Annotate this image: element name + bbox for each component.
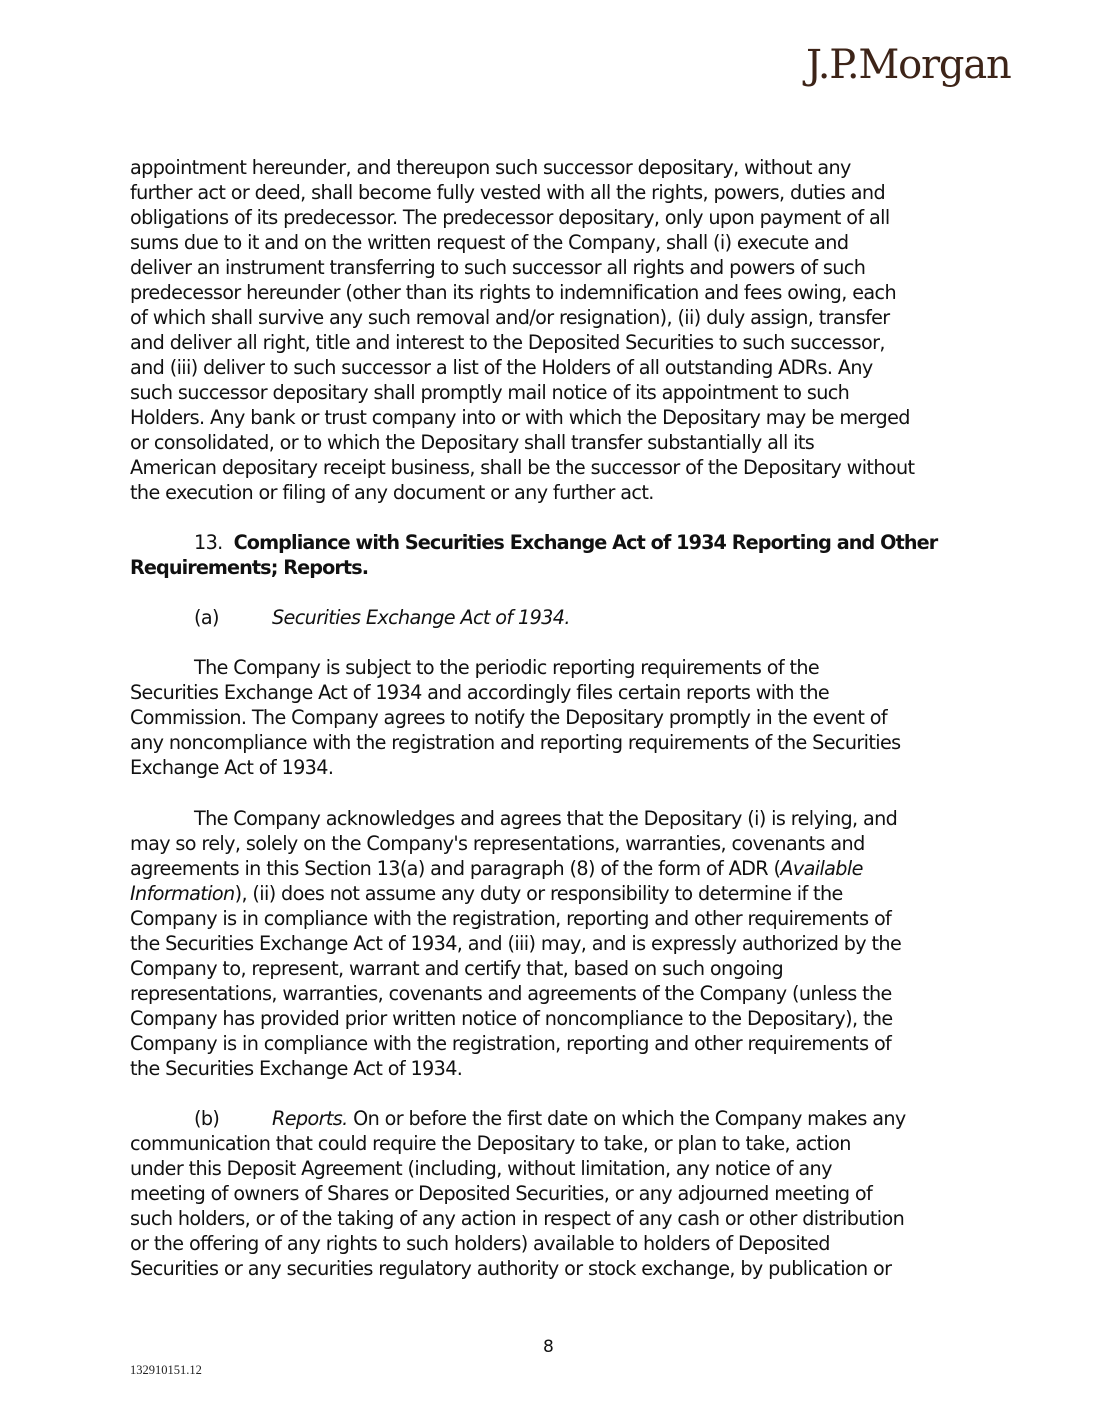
- text-line: may so rely, solely on the Company's representations, warranties, covenants and: [130, 832, 865, 855]
- text-line: of which shall survive any such removal and/or resignation), (ii) duly assign, transfer: [130, 306, 890, 329]
- text-span: On or before the first date on which the Company makes any: [347, 1107, 906, 1130]
- subsection-label: (a): [194, 606, 219, 629]
- text-line: Securities or any securities regulatory authority or stock exchange, by publication or: [130, 1257, 892, 1280]
- italic-term: Available: [780, 857, 863, 880]
- text-line: further act or deed, shall become fully vested with all the rights, powers, duties and: [130, 181, 886, 204]
- text-line: communication that could require the Depositary to take, or plan to take, action: [130, 1132, 851, 1155]
- text-line: Commission. The Company agrees to notify the Depositary promptly in the event of: [130, 706, 887, 729]
- heading-line: Requirements; Reports.: [130, 556, 369, 579]
- text-line: American depositary receipt business, shall be the successor of the Depositary without: [130, 456, 915, 479]
- text-line: Holders. Any bank or trust company into or with which the Depositary may be merged: [130, 406, 910, 429]
- jpmorgan-logo: J.P.Morgan: [806, 42, 1011, 88]
- text-line: under this Deposit Agreement (including, without limitation, any notice of any: [130, 1157, 832, 1180]
- text-line: such successor depositary shall promptly mail notice of its appointment to such: [130, 381, 850, 404]
- text-line: Company is in compliance with the registration, reporting and other requirements of: [130, 907, 892, 930]
- document-id: 132910151.12: [130, 1363, 202, 1377]
- text-line: the execution or filing of any document or any further act.: [130, 481, 654, 504]
- text-line: the Securities Exchange Act of 1934.: [130, 1057, 463, 1080]
- text-line: and deliver all right, title and interest to the Deposited Securities to such successor,: [130, 331, 885, 354]
- subsection-title: Securities Exchange Act of 1934.: [272, 606, 570, 629]
- text-line: Company has provided prior written notice of noncompliance to the Depositary), the: [130, 1007, 893, 1030]
- text-span: ), (ii) does not assume any duty or responsibility to determine if the: [234, 882, 843, 905]
- text-line: Securities Exchange Act of 1934 and accordingly files certain reports with the: [130, 681, 830, 704]
- text-line: [130, 881, 843, 906]
- heading-line: [194, 530, 937, 555]
- text-line: [194, 1106, 906, 1131]
- page-number: 8: [543, 1337, 554, 1357]
- subsection-a-heading: [194, 605, 570, 630]
- text-line: [130, 856, 863, 881]
- text-line: Company to, represent, warrant and certify that, based on such ongoing: [130, 957, 784, 980]
- section-number: 13.: [194, 531, 223, 554]
- text-line: representations, warranties, covenants and agreements of the Company (unless the: [130, 982, 892, 1005]
- text-line: or consolidated, or to which the Depositary shall transfer substantially all its: [130, 431, 815, 454]
- text-line: any noncompliance with the registration and reporting requirements of the Securities: [130, 731, 901, 754]
- text-line: Exchange Act of 1934.: [130, 756, 334, 779]
- italic-term: Information: [130, 882, 235, 905]
- text-line: predecessor hereunder (other than its rights to indemnification and fees owing, each: [130, 281, 896, 304]
- text-line: obligations of its predecessor. The predecessor depositary, only upon payment of all: [130, 206, 890, 229]
- text-line: Company is in compliance with the registration, reporting and other requirements of: [130, 1032, 892, 1055]
- text-line: such holders, or of the taking of any action in respect of any cash or other distribution: [130, 1207, 905, 1230]
- text-line: The Company is subject to the periodic reporting requirements of the: [194, 656, 820, 679]
- text-line: sums due to it and on the written request of the Company, shall (i) execute and: [130, 231, 849, 254]
- text-line: and (iii) deliver to such successor a list of the Holders of all outstanding ADRs. Any: [130, 356, 873, 379]
- text-line: The Company acknowledges and agrees that the Depositary (i) is relying, and: [194, 807, 898, 830]
- text-span: agreements in this Section 13(a) and paragraph (8) of the form of ADR (: [130, 857, 781, 880]
- text-line: deliver an instrument transferring to such successor all rights and powers of such: [130, 256, 866, 279]
- section-title: Compliance with Securities Exchange Act of 1934 Reporting and Other: [233, 531, 938, 554]
- subsection-title: Reports.: [272, 1107, 348, 1130]
- text-line: or the offering of any rights to such holders) available to holders of Deposited: [130, 1232, 830, 1255]
- text-line: the Securities Exchange Act of 1934, and (iii) may, and is expressly authorized by the: [130, 932, 902, 955]
- text-line: appointment hereunder, and thereupon such successor depositary, without any: [130, 156, 851, 179]
- text-line: meeting of owners of Shares or Deposited Securities, or any adjourned meeting of: [130, 1182, 873, 1205]
- subsection-label: (b): [194, 1107, 220, 1130]
